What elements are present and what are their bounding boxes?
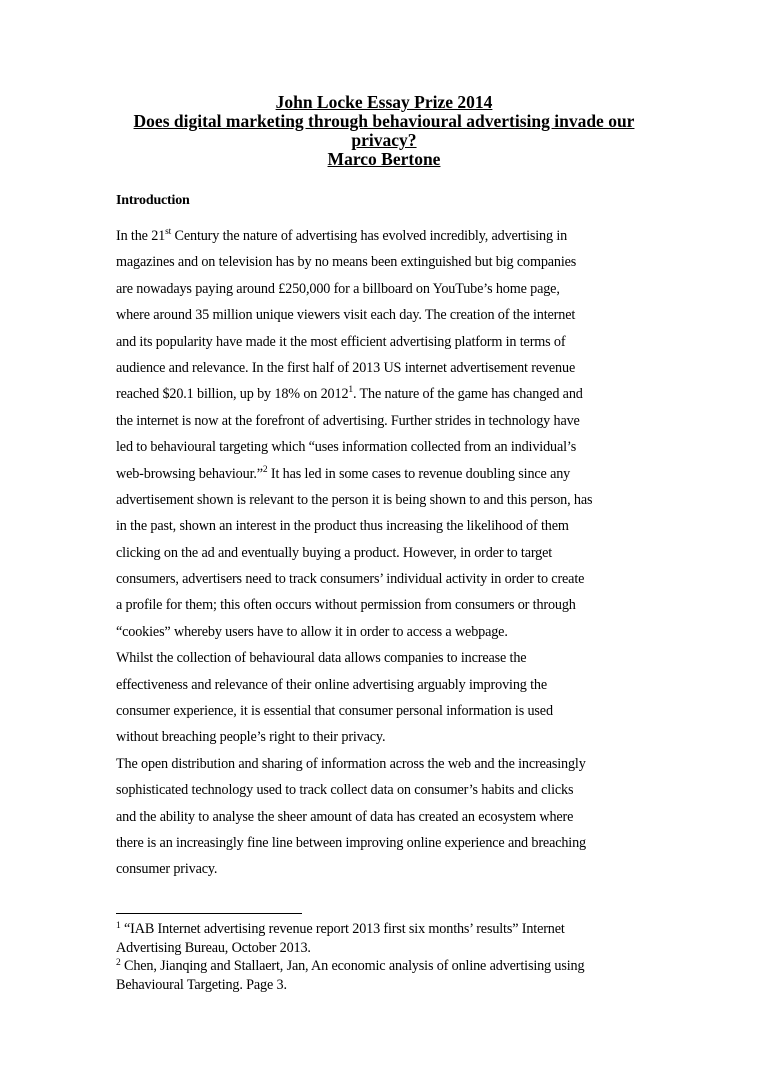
text-line: Whilst the collection of behavioural data allows companies to increase the xyxy=(116,650,527,667)
footnote-mark: 2 xyxy=(116,958,121,969)
superscript: st xyxy=(165,227,172,237)
footnote-1: $^1$ “IAB Internet advertising revenue report 2013 first six months’ results” Internet xyxy=(116,921,565,937)
text-line: consumer experience, it is essential that consumer personal information is used xyxy=(116,703,553,720)
text-line: magazines and on television has by no means been extinguished but big companies xyxy=(116,254,577,271)
text-line: sophisticated technology used to track collect data on consumer’s habits and clicks xyxy=(116,782,574,799)
footnote-divider xyxy=(116,913,302,914)
text-line: clicking on the ad and eventually buying a product. However, in order to target xyxy=(116,544,553,561)
text-line: The open distribution and sharing of information across the web and the increasingly xyxy=(116,755,586,772)
footnote-ref-1: 1 xyxy=(348,385,353,396)
text-line: there is an increasingly fine line between improving online experience and breaching xyxy=(116,834,586,851)
footnote-ref-2: 2 xyxy=(262,464,268,475)
text-line: and its popularity have made it the most efficient advertising platform in terms of xyxy=(116,333,566,350)
text-line: consumer privacy. xyxy=(116,861,218,878)
essay-question-line-2: privacy? xyxy=(351,130,417,150)
title-block xyxy=(110,93,658,169)
text-line: without breaching people’s right to their privacy. xyxy=(116,729,386,746)
footnote-1-continued: Advertising Bureau, October 2013. xyxy=(116,939,311,956)
text-line: effectiveness and relevance of their online advertising arguably improving the xyxy=(116,676,547,693)
footnote-mark: 1 xyxy=(116,921,121,931)
text-line: audience and relevance. In the first half of 2013 US internet advertisement revenue xyxy=(116,359,576,376)
author-name: Marco Bertone xyxy=(327,149,441,169)
text-line: a profile for them; this often occurs without permission from consumers or through xyxy=(116,597,576,614)
text-line: the internet is now at the forefront of advertising. Further strides in technology have xyxy=(116,412,580,429)
text-line: reached $20.1 billion, up by 18% on 2012$^1$. The nature of the game has changed and xyxy=(116,385,583,403)
text-line: where around 35 million unique viewers visit each day. The creation of the internet xyxy=(116,307,576,324)
text-line: are nowadays paying around £250,000 for a billboard on YouTube’s home page, xyxy=(116,280,560,297)
essay-question-line-1: Does digital marketing through behavioural advertising invade our xyxy=(133,111,635,131)
text-line: led to behavioural targeting which “uses information collected from an individual’s xyxy=(116,439,577,456)
footnote-2-continued: Behavioural Targeting. Page 3. xyxy=(116,977,287,994)
footnote-2: $^2$ Chen, Jianqing and Stallaert, Jan, An economic analysis of online advertising using xyxy=(116,958,585,975)
text-line: in the past, shown an interest in the product thus increasing the likelihood of them xyxy=(116,518,569,535)
text-line: consumers, advertisers need to track consumers’ individual activity in order to create xyxy=(116,571,585,588)
footnotes xyxy=(116,920,661,995)
text-line: In the 21st Century the nature of advertising has evolved incredibly, advertising in xyxy=(116,227,568,244)
text-line: and the ability to analyse the sheer amount of data has created an ecosystem where xyxy=(116,808,574,825)
text-line: web-browsing behaviour.”$^2$ It has led in some cases to revenue doubling since any xyxy=(116,464,571,482)
text-line: “cookies” whereby users have to allow it in order to access a webpage. xyxy=(116,623,508,640)
text-line: advertisement shown is relevant to the person it is being shown to and this person, has xyxy=(116,491,593,508)
body-text xyxy=(116,226,661,886)
essay-prize-title: John Locke Essay Prize 2014 xyxy=(275,92,493,112)
section-heading: Introduction xyxy=(116,193,190,208)
